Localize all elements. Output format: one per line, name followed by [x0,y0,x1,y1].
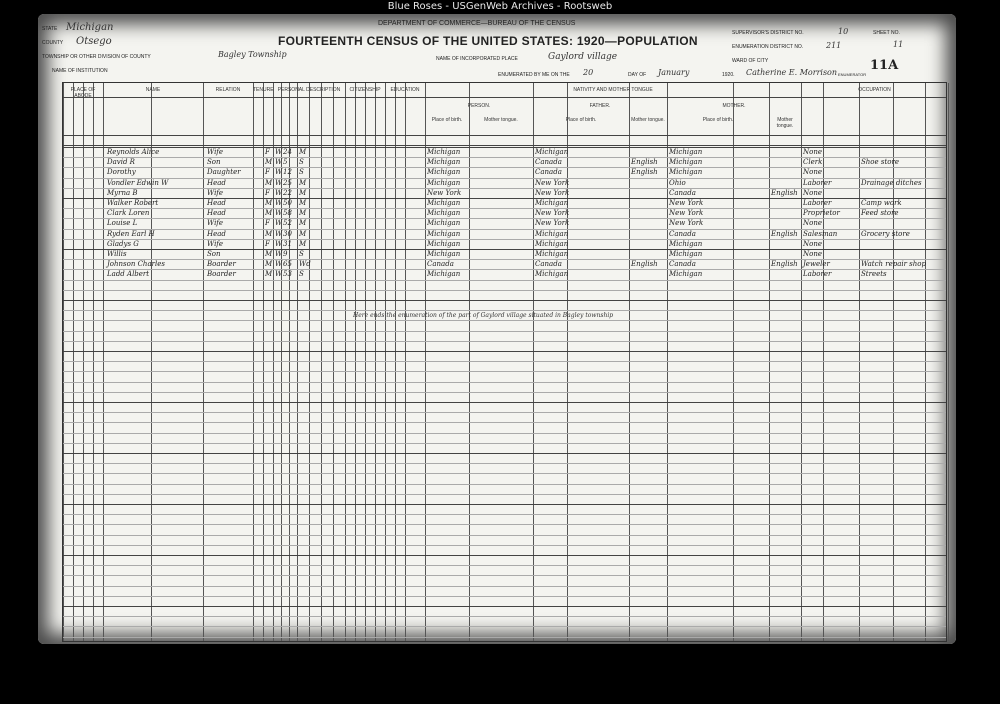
entry-f-tongue: English [631,168,658,177]
entry-name: Louise L [107,219,138,228]
county-value: Otsego [76,36,112,47]
end-of-enumeration-note: Here ends the enumeration of the part of Gaylord village situated in Bagley township [353,312,614,320]
page-title: FOURTEENTH CENSUS OF THE UNITED STATES: 1920—POPULATION [278,34,698,48]
row-rule [63,524,946,525]
entry-occ: Jeweler [803,260,830,269]
supervisor-label: SUPERVISOR'S DISTRICT NO. [732,30,804,36]
entry-relation: Head [207,209,226,218]
enumerator-name: Catherine E. Morrison [746,68,838,77]
year: 1920. [722,72,735,78]
enumerated-day: 20 [583,68,594,77]
entry-sex: F [265,188,270,197]
sheet-label: SHEET NO. [873,30,900,36]
entry-m-birth: Michigan [669,239,703,248]
entry-birth: Michigan [427,178,461,187]
entry-name: Willis [107,250,127,258]
entry-relation: Wife [207,148,224,156]
entry-relation: Son [207,158,221,167]
entry-sex: M [265,199,273,207]
entry-birth: Michigan [427,239,461,248]
row-rule [63,361,946,362]
header-rule [63,135,946,136]
entry-marital: S [299,270,304,279]
entry-f-tongue: English [631,158,658,167]
entry-m-birth: Michigan [669,158,703,167]
entry-f-birth: Michigan [535,199,569,207]
township-label: TOWNSHIP OR OTHER DIVISION OF COUNTY [42,54,151,60]
row-rule [63,341,946,342]
header-rule [63,97,946,98]
department-line: DEPARTMENT OF COMMERCE—BUREAU OF THE CENSUS [378,20,576,27]
entry-f-birth: Michigan [535,148,569,156]
entry-marital: M [299,219,307,228]
entry-f-birth: New York [535,188,570,197]
supervisor-value: 10 [838,27,849,36]
nativity-subgroup-header: MOTHER. [722,103,746,109]
entry-occ: None [803,219,822,228]
entry-occ: Clerk [803,158,823,167]
column-group-header: NATIVITY AND MOTHER TONGUE [573,87,653,93]
row-rule [63,535,946,536]
row-rule [63,402,946,403]
row-rule [63,351,946,352]
institution-label: NAME OF INSTITUTION [52,68,108,74]
entry-industry: Camp work [861,199,902,207]
row-rule [63,422,946,423]
row-rule [63,494,946,495]
entry-age: 22 [283,188,292,197]
entry-marital: M [299,178,307,187]
entry-name: Reynolds Alice [107,148,160,156]
nativity-column-header: Place of birth. [702,117,734,123]
state-value: Michigan [66,22,114,33]
row-rule [63,484,946,485]
entry-birth: Michigan [427,148,461,156]
ward-label: WARD OF CITY [732,58,769,64]
entry-industry: Watch repair shop [861,260,926,269]
entry-m-birth: Michigan [669,168,703,177]
entry-race: W [275,270,283,279]
entry-birth: Michigan [427,229,461,238]
entry-race: W [275,178,283,187]
entry-relation: Boarder [207,270,236,279]
entry-relation: Daughter [207,168,241,177]
entry-marital: S [299,250,304,258]
entry-industry: Drainage ditches [861,178,922,187]
entry-occ: Proprietor [803,209,840,218]
nativity-column-header: Place of birth. [565,117,597,123]
incorporated-label: NAME OF INCORPORATED PLACE [436,56,518,62]
entry-m-birth: New York [669,219,704,228]
entry-f-birth: Michigan [535,250,569,258]
entry-birth: Michigan [427,209,461,218]
entry-sex: M [265,270,273,279]
row-rule [63,453,946,454]
entry-sex: M [265,178,273,187]
entry-marital: M [299,188,307,197]
entry-age: 25 [283,178,292,187]
entry-sex: M [265,250,273,258]
row-rule [63,300,946,301]
row-rule [63,575,946,576]
entry-race: W [275,229,283,238]
row-rule [63,463,946,464]
sheet-stamp: 11A [870,58,899,73]
entry-birth: Michigan [427,219,461,228]
entry-m-birth: New York [669,209,704,218]
column-group-header: TENURE [253,87,274,93]
state-label: STATE [42,26,58,32]
entry-birth: Michigan [427,250,461,258]
row-rule [63,392,946,393]
entry-relation: Head [207,178,226,187]
nativity-column-header: Place of birth. [431,117,463,123]
entry-m-birth: Michigan [669,250,703,258]
row-rule [63,473,946,474]
entry-age: 9 [283,250,288,258]
entry-age: 52 [283,219,292,228]
nativity-column-header: Mother tongue. [776,117,794,129]
entry-f-birth: Michigan [535,229,569,238]
enumerated-label: ENUMERATED BY ME ON THE [498,72,570,78]
entry-occ: None [803,188,822,197]
entry-marital: M [299,239,307,248]
entry-sex: F [265,239,270,248]
row-rule [63,504,946,505]
row-rule [63,626,946,627]
census-sheet [38,14,956,644]
column-group-header: PERSONAL DESCRIPTION [277,87,341,93]
column-group-header: PLACE OF ABODE [70,87,96,99]
entry-m-birth: Michigan [669,148,703,156]
entry-age: 30 [283,229,292,238]
entry-relation: Wife [207,188,224,197]
entry-race: W [275,239,283,248]
township-value: Bagley Township [218,50,287,59]
entry-marital: M [299,148,307,156]
entry-name: Myrna B [107,188,138,197]
entry-occ: None [803,148,822,156]
row-rule [63,545,946,546]
incorporated-value: Gaylord village [548,52,618,62]
entry-f-birth: Michigan [535,239,569,248]
entry-f-birth: New York [535,219,570,228]
entry-sex: M [265,229,273,238]
entry-marital: S [299,168,304,177]
entry-name: Vondler Edwin W [107,178,169,187]
entry-name: David R [107,158,135,167]
day-of-label: DAY OF [628,72,647,78]
column-group-header: RELATION [215,87,241,93]
entry-name: Clark Loren [107,209,150,218]
entry-race: W [275,219,283,228]
entry-age: 24 [283,148,292,156]
enumerated-month: January [658,68,690,77]
entry-m-birth: Michigan [669,270,703,279]
enumerator-suffix: ENUMERATOR [838,72,867,77]
entry-occ: Laborer [803,199,832,207]
entry-marital: M [299,229,307,238]
row-rule [63,310,946,311]
census-form-table [62,82,947,642]
entry-birth: Michigan [427,199,461,207]
row-rule [63,433,946,434]
row-rule [63,280,946,281]
entry-birth: Canada [427,260,454,269]
entry-m-birth: Ohio [669,178,686,187]
entry-marital: M [299,199,307,207]
entry-occ: Laborer [803,270,832,279]
entry-m-birth: Canada [669,260,696,269]
nativity-column-header: Mother tongue. [631,117,665,123]
row-rule [63,565,946,566]
entry-sex: M [265,260,273,269]
entry-birth: New York [427,188,462,197]
entry-sex: F [265,219,270,228]
row-rule [63,371,946,372]
entry-age: 12 [283,168,292,177]
entry-age: 53 [283,270,292,279]
row-rule [63,331,946,332]
entry-race: W [275,250,283,258]
row-rule [63,586,946,587]
row-rule [63,320,946,321]
row-rule [63,606,946,607]
entry-m-birth: Canada [669,229,696,238]
entry-f-birth: Canada [535,260,562,269]
entry-m-birth: New York [669,199,704,207]
entry-age: 31 [283,239,292,248]
entry-name: Walker Robert [107,199,159,207]
entry-birth: Michigan [427,168,461,177]
entry-name: Gladys G [107,239,139,248]
header-rule [63,145,946,146]
entry-age: 5 [283,158,288,167]
row-rule [63,596,946,597]
county-label: COUNTY [42,40,64,46]
entry-industry: Shoe store [861,158,899,167]
row-rule [63,555,946,556]
column-rule [948,83,949,641]
row-rule [63,443,946,444]
sheet-value: 11 [893,40,904,49]
row-rule [63,637,946,638]
entry-age: 65 [283,260,292,269]
entry-race: W [275,158,283,167]
entry-sex: F [265,148,270,156]
row-rule [63,412,946,413]
row-rule [63,616,946,617]
entry-sex: F [265,168,270,177]
entry-f-birth: Michigan [535,270,569,279]
entry-relation: Head [207,199,226,207]
entry-marital: S [299,158,304,167]
enumeration-label: ENUMERATION DISTRICT NO. [732,44,804,50]
column-group-header: OCCUPATION [858,87,891,93]
entry-age: 58 [283,209,292,218]
entry-relation: Wife [207,239,224,248]
entry-relation: Wife [207,219,224,228]
column-group-header: NAME [145,87,161,93]
entry-name: Ryden Earl H [107,229,155,238]
entry-occ: None [803,250,822,258]
entry-race: W [275,148,283,156]
entry-m-tongue: English [771,188,798,197]
entry-name: Ladd Albert [107,270,150,279]
entry-relation: Boarder [207,260,236,269]
window-title: Blue Roses - USGenWeb Archives - Rootsweb [387,1,613,12]
entry-occ: Laborer [803,178,832,187]
column-group-header: CITIZENSHIP [349,87,381,93]
entry-f-tongue: English [631,260,658,269]
entry-m-birth: Canada [669,188,696,197]
column-group-header: EDUCATION [390,87,420,93]
entry-name: Dorothy [107,168,136,177]
row-rule [63,290,946,291]
row-rule [63,514,946,515]
entry-race: W [275,168,283,177]
entry-f-birth: New York [535,178,570,187]
entry-age: 50 [283,199,292,207]
entry-race: W [275,188,283,197]
entry-birth: Michigan [427,270,461,279]
entry-name: Johnson Charles [107,260,165,269]
entry-race: W [275,199,283,207]
entry-marital: Wd [299,260,311,269]
entry-industry: Feed store [861,209,899,218]
entry-m-tongue: English [771,260,798,269]
entry-sex: M [265,209,273,218]
entry-occ: None [803,168,822,177]
nativity-column-header: Mother tongue. [484,117,518,123]
entry-f-birth: New York [535,209,570,218]
entry-industry: Streets [861,270,887,279]
entry-occ: Salesman [803,229,838,238]
nativity-subgroup-header: FATHER. [589,103,611,109]
row-rule [63,382,946,383]
enumeration-value: 211 [826,41,842,50]
entry-m-tongue: English [771,229,798,238]
entry-relation: Son [207,250,221,258]
entry-f-birth: Canada [535,158,562,167]
entry-race: W [275,209,283,218]
entry-relation: Head [207,229,226,238]
entry-f-birth: Canada [535,168,562,177]
entry-birth: Michigan [427,158,461,167]
entry-sex: M [265,158,273,167]
entry-industry: Grocery store [861,229,910,238]
entry-occ: None [803,239,822,248]
entry-marital: M [299,209,307,218]
entry-race: W [275,260,283,269]
nativity-subgroup-header: PERSON. [467,103,491,109]
